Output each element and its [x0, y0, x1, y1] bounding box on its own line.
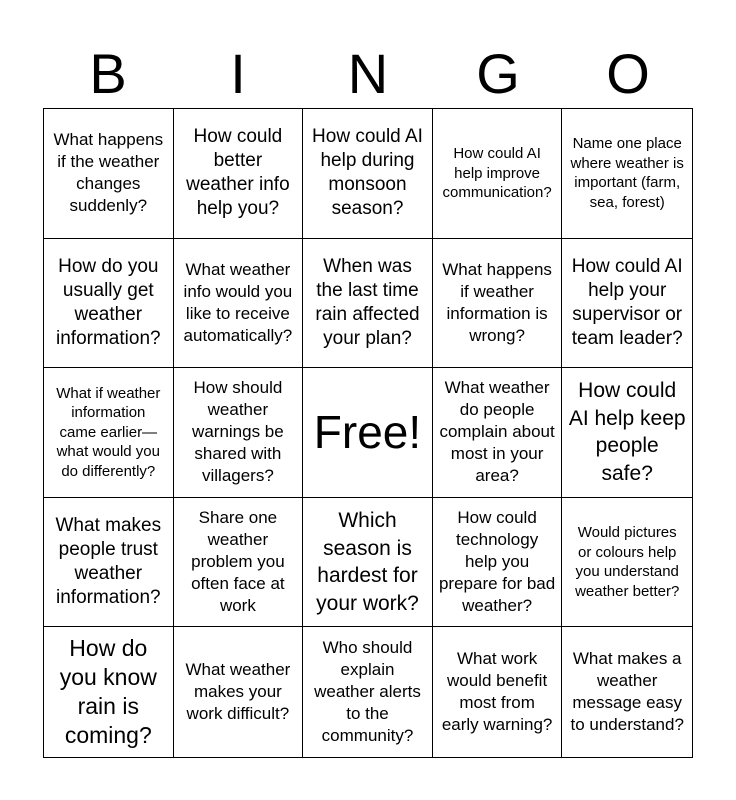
- bingo-cell[interactable]: [433, 627, 563, 757]
- bingo-cell[interactable]: [433, 368, 563, 498]
- bingo-cell-text: What work would benefit most from early warning?: [441, 649, 553, 735]
- bingo-cell-text: What makes a weather message easy to understand?: [570, 649, 684, 735]
- bingo-cell[interactable]: [44, 109, 174, 239]
- header-letter-b: B: [89, 42, 127, 105]
- bingo-cell-text: How could AI help improve communication?: [442, 145, 552, 202]
- bingo-cell[interactable]: [44, 498, 174, 628]
- free-space-text: Free!: [313, 406, 422, 459]
- bingo-cell[interactable]: [174, 627, 304, 757]
- bingo-cell-text: How could technology help you prepare for bad weather?: [438, 508, 556, 616]
- bingo-cell[interactable]: [174, 109, 304, 239]
- bingo-cell[interactable]: [44, 627, 174, 757]
- header-letter-g: G: [476, 42, 520, 105]
- bingo-cell[interactable]: [174, 239, 304, 369]
- bingo-cell-text: What weather do people complain about most in your area?: [439, 378, 555, 486]
- bingo-cell-text: How could AI help during monsoon season?: [312, 126, 423, 220]
- bingo-cell[interactable]: [174, 368, 304, 498]
- bingo-header: [43, 40, 693, 108]
- bingo-cell[interactable]: [562, 239, 692, 369]
- bingo-cell[interactable]: [303, 498, 433, 628]
- bingo-cell[interactable]: [562, 109, 692, 239]
- bingo-cell-text: Which season is hardest for your work?: [316, 509, 419, 615]
- bingo-cell[interactable]: [303, 627, 433, 757]
- bingo-cell[interactable]: [433, 239, 563, 369]
- header-letter-i: I: [230, 42, 246, 105]
- bingo-cell-text: How should weather warnings be shared with villagers?: [192, 378, 284, 486]
- bingo-cell-text: What happens if the weather changes suddenly?: [53, 130, 164, 216]
- bingo-cell-text: What weather info would you like to receive automatically?: [183, 259, 293, 345]
- bingo-cell[interactable]: [44, 368, 174, 498]
- bingo-cell[interactable]: [303, 239, 433, 369]
- bingo-cell-text: Who should explain weather alerts to the community?: [314, 638, 421, 746]
- free-space-cell[interactable]: [303, 368, 433, 498]
- bingo-board: [43, 108, 693, 758]
- bingo-cell[interactable]: [44, 239, 174, 369]
- bingo-cell-text: How do you usually get weather information?: [56, 255, 161, 349]
- bingo-cell-text: Would pictures or colours help you understand weather better?: [575, 524, 680, 600]
- bingo-cell-text: How could better weather info help you?: [186, 126, 290, 220]
- bingo-cell[interactable]: [562, 368, 692, 498]
- bingo-cell[interactable]: [562, 498, 692, 628]
- bingo-cell[interactable]: [433, 498, 563, 628]
- bingo-cell[interactable]: [562, 627, 692, 757]
- header-letter-o: O: [606, 42, 650, 105]
- bingo-cell-text: What makes people trust weather information?: [55, 515, 162, 609]
- bingo-cell-text: What happens if weather information is wrong?: [442, 259, 552, 345]
- bingo-cell[interactable]: [433, 109, 563, 239]
- bingo-cell-text: How do you know rain is coming?: [59, 635, 157, 749]
- bingo-cell[interactable]: [174, 498, 304, 628]
- header-letter-n: N: [347, 42, 389, 105]
- bingo-cell-text: How could AI help keep people safe?: [568, 379, 686, 485]
- bingo-cell-text: What weather makes your work difficult?: [185, 660, 291, 724]
- bingo-cell[interactable]: [303, 109, 433, 239]
- bingo-cell-text: How could AI help your supervisor or team leader?: [571, 255, 683, 349]
- bingo-cell-text: What if weather information came earlier—what would you do differently?: [56, 384, 161, 480]
- bingo-cell-text: When was the last time rain affected your plan?: [315, 255, 420, 349]
- bingo-cell-text: Share one weather problem you often face at work: [191, 508, 285, 616]
- bingo-cell-text: Name one place where weather is important (farm, sea, forest): [570, 135, 684, 211]
